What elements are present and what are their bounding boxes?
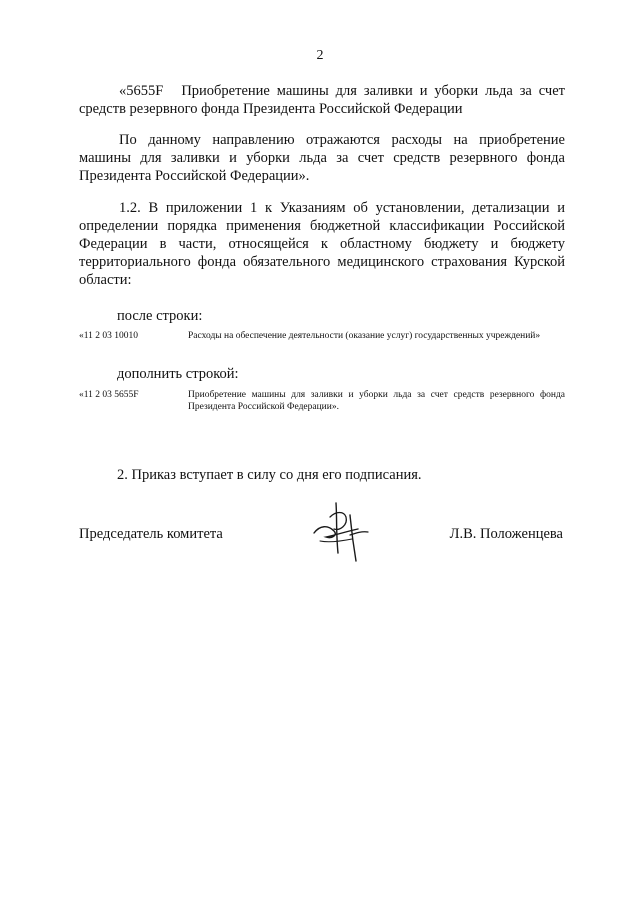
item-1-2-paragraph (79, 199, 565, 289)
section-title: Приобретение машины для заливки и уборки льда за счет средств резервного фонда Президента Российской Федерации (79, 83, 565, 117)
add-line-label: дополнить строкой: (117, 366, 239, 382)
item-2-paragraph: 2. Приказ вступает в силу со дня его подписания. (117, 467, 422, 483)
signatory-title: Председатель комитета (79, 526, 223, 542)
handwritten-signature (306, 495, 376, 565)
section-5655f-heading (79, 82, 565, 118)
item-1-2-text: 1.2. В приложении 1 к Указаниям об установлении, детализации и определении порядка применения бюджетной классификации Российской Федерации в части, относящейся к областному бюджету и бюджету территориального фонда обязательного медицинского страхования Курской области: (79, 200, 565, 288)
row-code: «11 2 03 10010 (79, 331, 139, 341)
section-description-text: По данному направлению отражаются расходы на приобретение машины для заливки и уборки льда за счет средств резервного фонда Президента Российской Федерации». (79, 132, 565, 184)
section-code: «5655F (119, 83, 164, 99)
row-description: Расходы на обеспечение деятельности (оказание услуг) государственных учреждений» (188, 331, 541, 341)
row-code: «11 2 03 5655F (79, 390, 139, 400)
after-line-label: после строки: (117, 308, 203, 324)
section-5655f-description (79, 131, 565, 185)
row-description: Приобретение машины для заливки и уборки льда за счет средств резервного фонда Президента Российской Федерации». (188, 390, 565, 412)
signatory-name: Л.В. Положенцева (449, 526, 563, 542)
page-number: 2 (316, 48, 324, 63)
